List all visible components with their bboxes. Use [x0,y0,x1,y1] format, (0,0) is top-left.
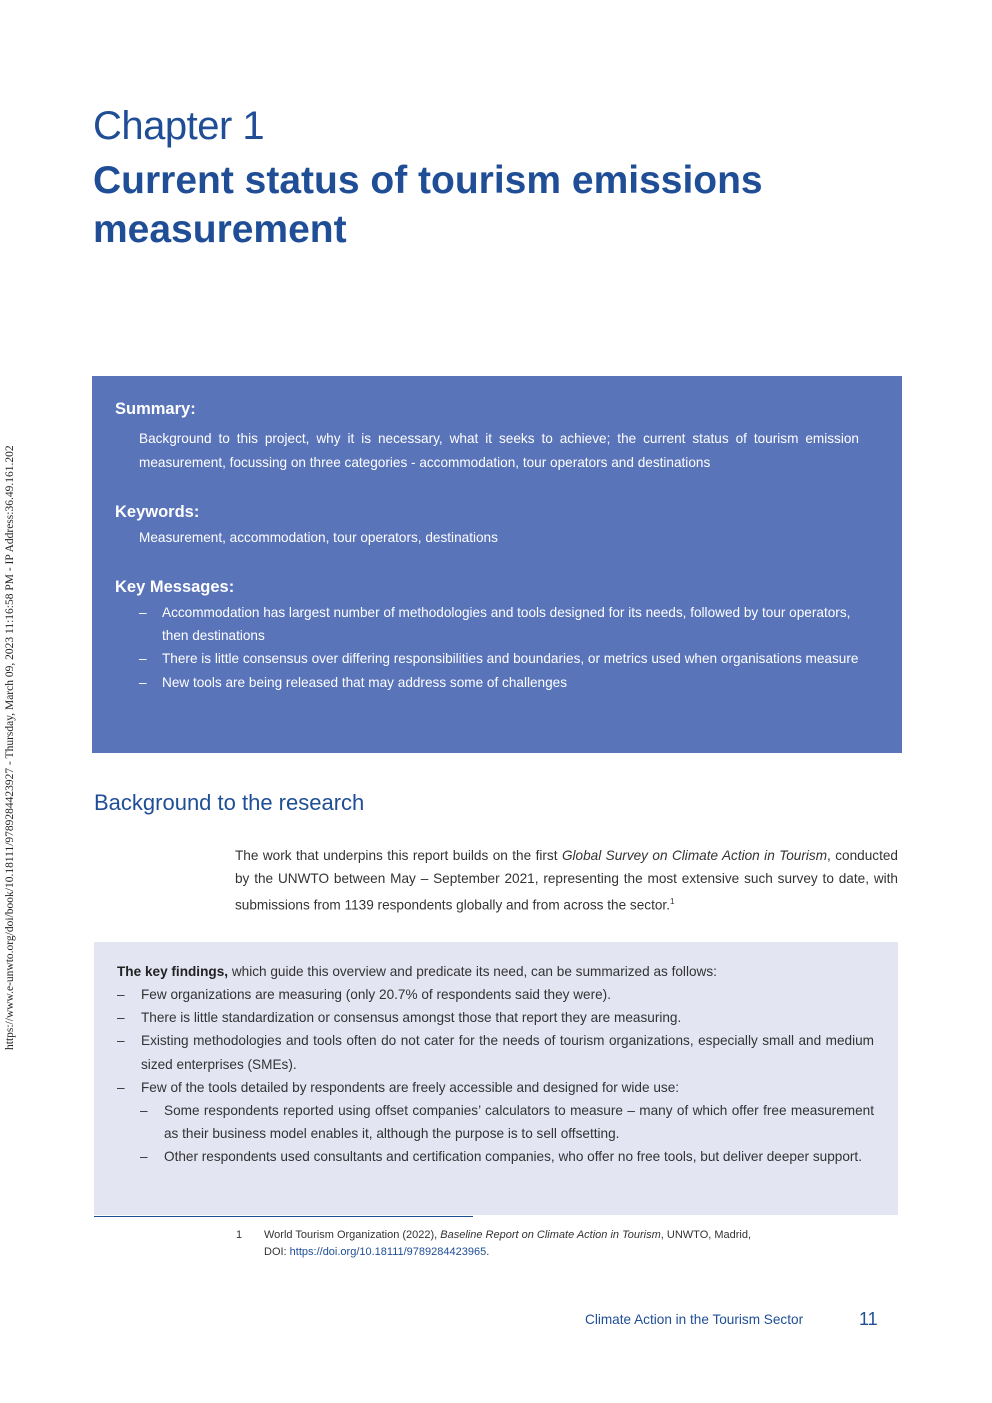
finding-sub-item [140,1099,874,1145]
key-messages-heading: Key Messages: [115,578,235,596]
finding-item [117,1076,874,1099]
page-number: 11 [859,1309,878,1329]
dash-bullet: – [140,1103,148,1119]
footnote-number: 1 [236,1229,243,1241]
key-message-text: There is little consensus over differing responsibilities and boundaries, or metrics used when organisations measure [162,651,859,667]
download-stamp: https://www.e-unwto.org/doi/book/10.18111/9789284423927 - Thursday, March 09, 2023 11:16:58 PM - IP Address:36.49.161.202 [4,445,16,1050]
key-message-text: Accommodation has largest number of methodologies and tools designed for its needs, followed by tour operators, then destinations [162,605,851,644]
key-message-text: New tools are being released that may address some of challenges [162,674,568,690]
finding-text: Existing methodologies and tools often do not cater for the needs of tourism organizations, especially small and medium sized enterprises (SMEs). [141,1033,874,1072]
key-messages-list [139,601,859,694]
dash-bullet: – [139,674,147,690]
key-findings-box [94,942,898,1215]
finding-item [117,1006,874,1029]
doi-link[interactable]: https://doi.org/10.18111/9789284423965 [289,1246,487,1258]
footnote-body [264,1227,804,1261]
footnote-text: . [486,1246,490,1258]
chapter-title [93,156,893,254]
findings-lead-text: which guide this overview and predicate its need, can be summarized as follows: [228,964,717,979]
dash-bullet: – [117,1079,125,1095]
key-message-item [139,601,859,647]
survey-title: Global Survey on Climate Action in Tourism [561,848,828,863]
footer-publication-title: Climate Action in the Tourism Sector [585,1312,804,1327]
finding-text: Few of the tools detailed by respondents are freely accessible and designed for wide use: [141,1079,680,1095]
footnote-ref[interactable]: 1 [669,897,675,907]
footnote-divider [94,1216,473,1217]
key-message-item [139,647,859,670]
dash-bullet: – [117,1033,125,1049]
chapter-number: Chapter 1 [93,104,265,148]
summary-box [92,376,902,753]
findings-lead-bold: The key findings, [117,964,229,979]
dash-bullet: – [140,1149,148,1165]
finding-item [117,1029,874,1075]
summary-heading: Summary: [115,400,196,418]
dash-bullet: – [117,1010,125,1026]
findings-list [117,983,874,1169]
intro-text: The work that underpins this report builds on the first [235,848,562,863]
chapter-title-line-2: measurement [93,208,347,251]
footnote-text: , UNWTO, Madrid, [660,1229,752,1241]
footnote [236,1227,804,1261]
key-message-item [139,671,859,694]
intro-text: , conducted by the UNWTO between May – September 2021, representing the most extensive such survey to date, with submissions from 1139 respondents globally and from across the sector. [235,848,898,913]
finding-text: There is little standardization or consensus amongst those that report they are measuring. [141,1010,682,1026]
finding-item [117,983,874,1006]
finding-text: Few organizations are measuring (only 20.7% of respondents said they were). [141,987,611,1002]
dash-bullet: – [139,651,147,667]
keywords-text: Measurement, accommodation, tour operators, destinations [139,530,498,545]
finding-sub-item [140,1145,874,1168]
keywords-heading: Keywords: [115,503,200,521]
dash-bullet: – [139,605,147,620]
footnote-text: World Tourism Organization (2022), [264,1229,441,1241]
intro-paragraph [235,844,898,917]
finding-sub-text: Some respondents reported using offset companies’ calculators to measure – many of which offer free measurement as their business model enables it, although the purpose is to sell offsetting. [164,1103,874,1142]
dash-bullet: – [117,987,125,1002]
chapter-title-line-1: Current status of tourism emissions [93,159,763,202]
finding-sub-text: Other respondents used consultants and certification companies, who offer no free tools, but deliver deeper support. [164,1149,862,1165]
footnote-report-title: Baseline Report on Climate Action in Tourism [440,1229,661,1241]
summary-text: Background to this project, why it is necessary, what it seeks to achieve; the current status of tourism emission measurement, focussing on three categories - accommodation, tour operators and destinations [139,431,859,470]
doi-label: DOI: [264,1246,290,1258]
findings-lead [117,960,877,983]
section-title: Background to the research [94,790,365,815]
